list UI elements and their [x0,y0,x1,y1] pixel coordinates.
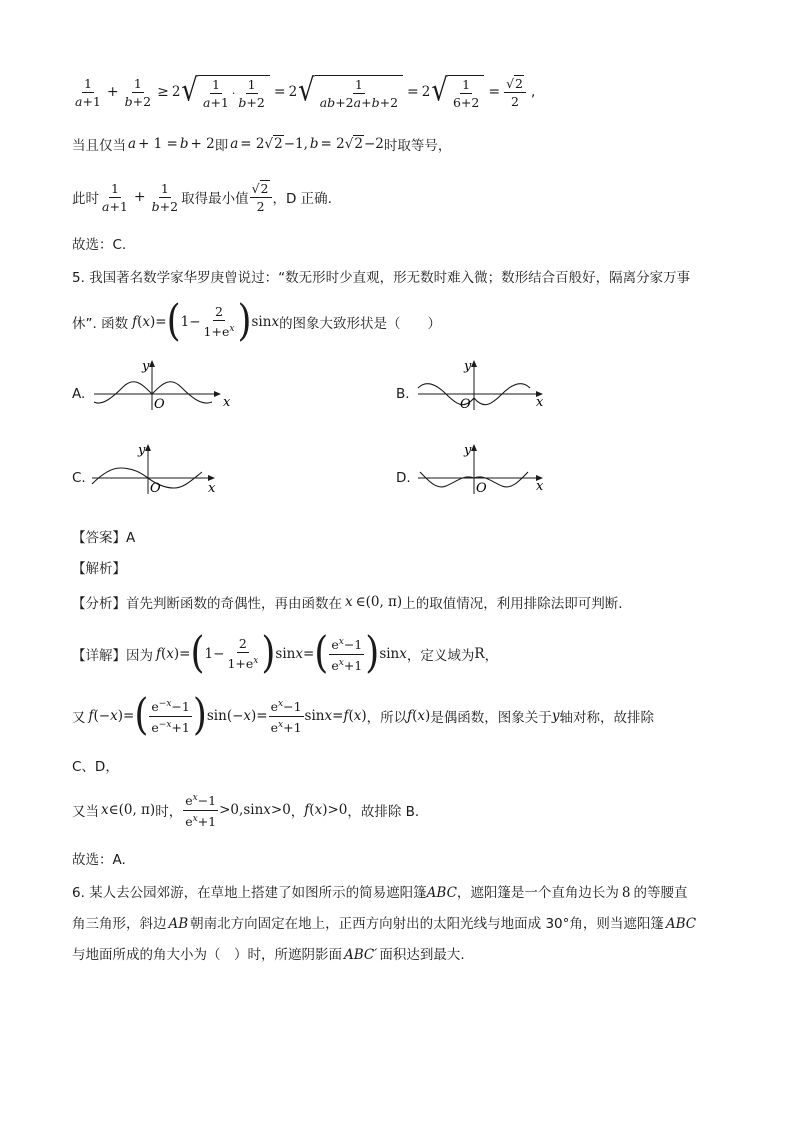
inequality-chain: $\frac{1}{a+1}$ + $\frac{1}{b+2}$ ≥ 2 √ $\frac{1}{a+1}$ · $\frac{1}{b+2}$ = 2 √ $\frac{1}{ab+2a+b+2}$ = 2 √ $\frac{1}{6+2}$ = $\frac{√2}{2}$ , [75,72,536,110]
q6-line3: 与地面所成的角大小为（ ）时，所遮阴影面 ABC′ 面积达到最大. [72,947,465,963]
answer-value: A [126,530,136,546]
option-b-graph[interactable] [414,358,554,414]
square-root: √ $\frac{1}{a+1}$ · $\frac{1}{b+2}$ [181,75,269,110]
text: ，定义域为 [406,648,475,664]
y-axis-label: y [464,443,472,458]
positive-line: 又当 x ∈(0, π) 时， $\frac{e^x-1}{e^x+1}$ >0,sin x >0 ， f ( x )>0 ，故排除 B. [72,793,420,829]
text: 即 [214,138,229,154]
text: ，所以 [366,710,408,726]
fenxi-tag: 【分析】 [72,596,126,612]
text: 角三角形，斜边 [72,916,167,932]
text: 上的取值情况，利用排除法即可判断. [402,596,623,612]
text: 轴对称，故排除 [559,710,654,726]
answer-line [72,526,135,546]
text: 又 [72,710,86,726]
origin-label: O [150,481,161,496]
text: 6. 某人去公园郊游，在草地上搭建了如图所示的简易遮阳篷 [72,885,427,901]
square-root: √ $\frac{1}{6+2}$ [431,75,484,110]
q5-line2: 休”. 函数 f ( x )= ( 1− $\frac{2}{1+e^x}$ ) sin x 的图象大致形状是（ ） [72,296,442,346]
y-axis-label: y [142,359,150,374]
choose-a: 故选：A. [72,852,126,868]
fenxi-line: 【分析】 首先判断函数的奇偶性，再由函数在 x ∈(0, π) 上的取值情况，利用排除法即可判断. [72,594,623,612]
text: 是偶函数，图象关于 [430,710,552,726]
text: 与地面所成的角大小为（ ）时，所遮阴影面 [72,947,342,963]
choose-c: 故选：C. [72,237,127,253]
q5-line1: 5. 我国著名数学家华罗庚曾说过：“数无形时少直观，形无数时难入微；数形结合百般好，隔离分家万事 [72,270,691,286]
text: 朝南北方向固定在地上，正西方向射出的太阳光线与地面成 30°角，则当遮阳篷 [190,916,664,932]
text: 此时 [72,191,99,207]
equality-condition-line: 当且仅当 a + 1 = b + 2 即 a = 2√2−1, b = 2√2−2 时取等号， [72,136,452,154]
text: 首先判断函数的奇偶性，再由函数在 [126,596,342,612]
text: ，遮阳篷是一个直角边长为 [456,885,619,901]
text: 面积达到最大. [379,947,465,963]
square-root: √ $\frac{1}{ab+2a+b+2}$ [298,75,403,110]
x-axis-label: x [208,481,216,496]
fraction: $\frac{1}{b+2}$ [124,75,152,109]
text: 时取等号， [383,138,452,154]
text: ， [484,648,499,664]
q6-line2: 角三角形，斜边 AB 朝南北方向固定在地上，正西方向射出的太阳光线与地面成 30°角，则当遮阳篷 ABC [72,916,697,932]
text: ，故排除 B. [347,804,420,820]
text: 又当 [72,804,99,820]
origin-label: O [460,397,471,412]
detail-line: 【详解】 因为 f ( x )= ( 1− $\frac{2}{1+e^x}$ ) sin x = ( $\frac{e^x-1}{e^x+1}$ ) sin x ，定义域为 R ， [72,628,499,678]
detail-tag: 【详解】 [72,648,126,664]
option-c-label[interactable]: C. [72,470,86,486]
text: 休”. 函数 [72,316,129,332]
x-axis-label: x [536,479,544,494]
ineq-tail: , [530,84,536,100]
text: 时， [155,804,183,820]
text: ，D 正确. [272,191,332,207]
option-a-label[interactable]: A. [72,386,86,402]
option-a-graph[interactable] [90,358,230,414]
text: 8 [621,885,631,901]
analysis-tag: 【解析】 [72,561,126,577]
text: 的图象大致形状是（ ） [279,316,442,332]
option-c-graph[interactable] [88,442,228,498]
even-line: 又 f (− x )= ( $\frac{e^{-x}-1}{e^{-x}+1}$ ) sin(− x )= $\frac{e^x-1}{e^x+1}$ sin x = f ( x ) ，所以 f ( x ) 是偶函数，图象关于 y 轴对称，故排除 [72,690,654,740]
x-axis-label: x [536,395,544,410]
y-axis-label: y [464,359,472,374]
origin-label: O [154,397,165,412]
option-d-graph[interactable] [414,442,554,498]
q6-line1: 6. 某人去公园郊游，在草地上搭建了如图所示的简易遮阳篷ABC，遮阳篷是一个直角边长为 8 的等腰直 [72,885,688,901]
text: 的等腰直 [633,885,688,901]
minimum-line: 此时 $\frac{1}{a+1}$ + $\frac{1}{b+2}$ 取得最小值 $\frac{√2}{2}$ ，D 正确. [72,180,332,214]
option-b-label[interactable]: B. [396,386,410,402]
answer-tag: 【答案】 [72,530,126,546]
fraction: $\frac{√2}{2}$ [504,76,526,109]
option-d-label[interactable]: D. [396,470,411,486]
origin-label: O [476,481,487,496]
text: 因为 [126,648,153,664]
y-axis-label: y [138,443,146,458]
fraction: $\frac{1}{a+1}$ [75,75,101,109]
domain-symbol: R [474,646,485,662]
x-axis-label: x [223,395,230,410]
text: 取得最小值 [181,191,249,207]
text: 当且仅当 [72,138,126,154]
even-line2: C、D， [72,759,119,775]
